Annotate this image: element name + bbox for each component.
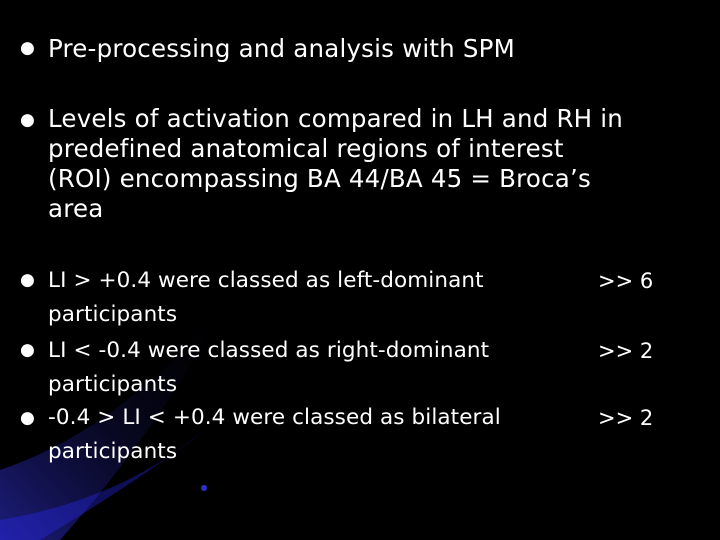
result-right-dominant: >> 2: [598, 339, 654, 363]
bullet-line: participants: [48, 439, 178, 464]
bullet-line: -0.4 > LI < +0.4 were classed as bilateral: [48, 405, 501, 430]
bullet-line: (ROI) encompassing BA 44/BA 45 = Broca’s: [48, 164, 591, 193]
result-left-dominant: >> 6: [598, 269, 654, 293]
result-bilateral: >> 2: [598, 406, 654, 430]
bullet-text-right-dominant: [48, 334, 489, 402]
bullet-line: area: [48, 194, 104, 223]
bullet-text-left-dominant: [48, 264, 484, 332]
bullet-line: LI > +0.4 were classed as left-dominant: [48, 268, 484, 293]
bullet-icon: ●: [20, 408, 35, 428]
bullet-text-roi: [48, 104, 623, 224]
bullet-line: LI < -0.4 were classed as right-dominant: [48, 338, 490, 363]
bullet-icon: ●: [20, 270, 35, 290]
bullet-icon: ●: [20, 38, 35, 58]
bullet-icon: ●: [20, 110, 35, 130]
bullet-icon: ●: [20, 340, 35, 360]
bullet-line: predefined anatomical regions of interest: [48, 134, 564, 163]
bullet-text-spm: [48, 34, 515, 64]
bullet-line: participants: [48, 302, 178, 327]
bullet-line: Pre-processing and analysis with SPM: [48, 34, 515, 63]
bullet-line: participants: [48, 372, 178, 397]
bullet-line: Levels of activation compared in LH and RH in: [48, 104, 624, 133]
bullet-text-bilateral: [48, 401, 501, 469]
